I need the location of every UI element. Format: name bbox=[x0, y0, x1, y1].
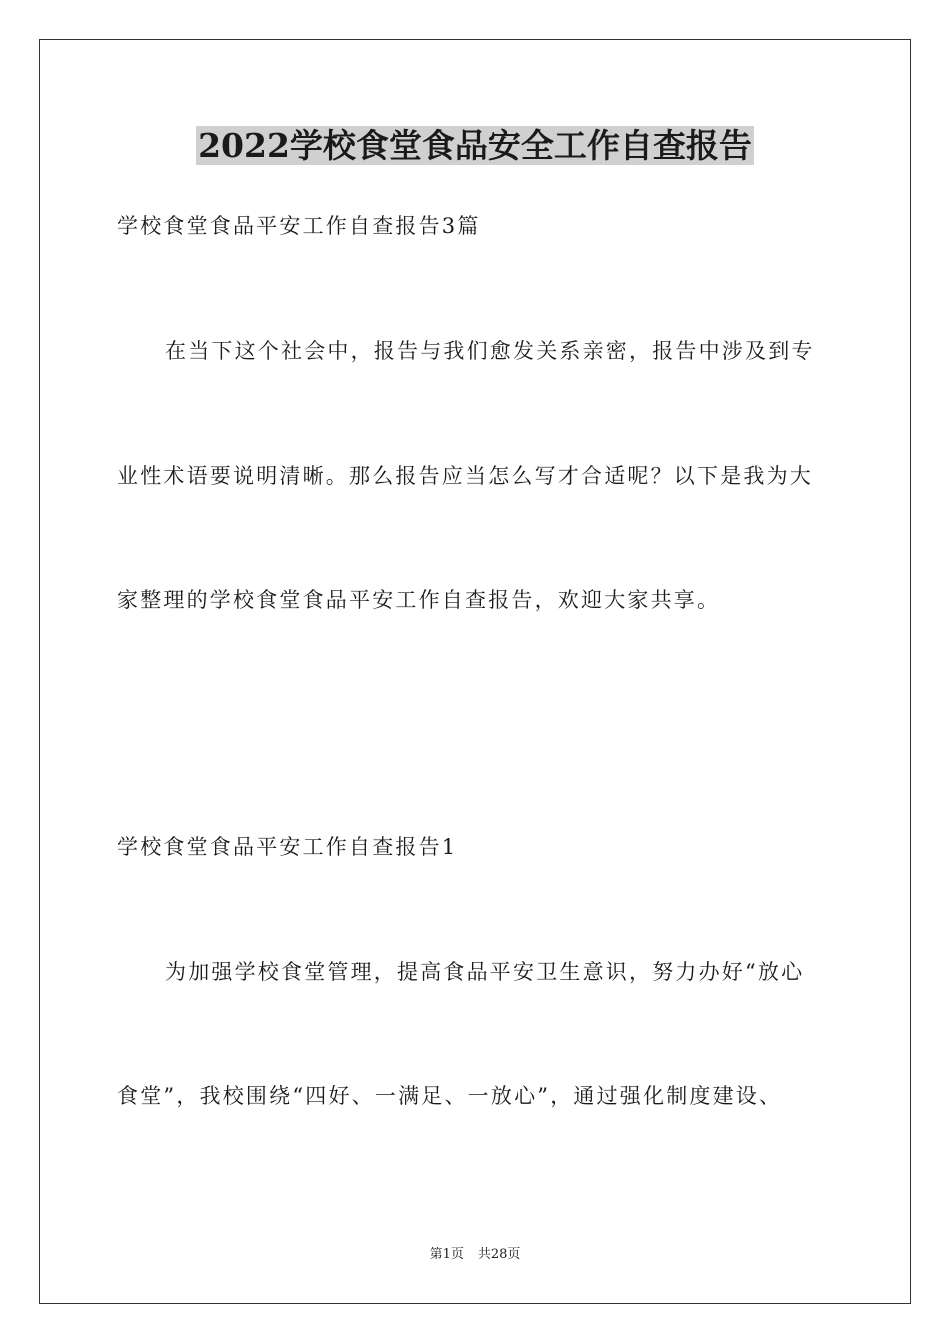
intro-line-1: 在当下这个社会中，报告与我们愈发关系亲密，报告中涉及到专 bbox=[165, 339, 815, 363]
page-footer bbox=[0, 1246, 950, 1264]
document-title bbox=[0, 124, 950, 168]
intro-line-3: 家整理的学校食堂食品平安工作自查报告，欢迎大家共享。 bbox=[117, 588, 721, 612]
section-line-1: 为加强学校食堂管理，提高食品平安卫生意识，努力办好“放心 bbox=[165, 960, 805, 984]
page-number: 第1页 bbox=[429, 1247, 464, 1262]
intro-line-2: 业性术语要说明清晰。那么报告应当怎么写才合适呢？以下是我为大 bbox=[117, 464, 813, 488]
document-subtitle: 学校食堂食品平安工作自查报告3篇 bbox=[117, 214, 481, 238]
section-heading: 学校食堂食品平安工作自查报告1 bbox=[117, 835, 458, 859]
document-title-text: 2022学校食堂食品安全工作自查报告 bbox=[198, 126, 752, 165]
total-pages: 共28页 bbox=[477, 1247, 521, 1262]
section-line-2: 食堂”，我校围绕“四好、一满足、一放心”，通过强化制度建设、 bbox=[117, 1084, 783, 1108]
